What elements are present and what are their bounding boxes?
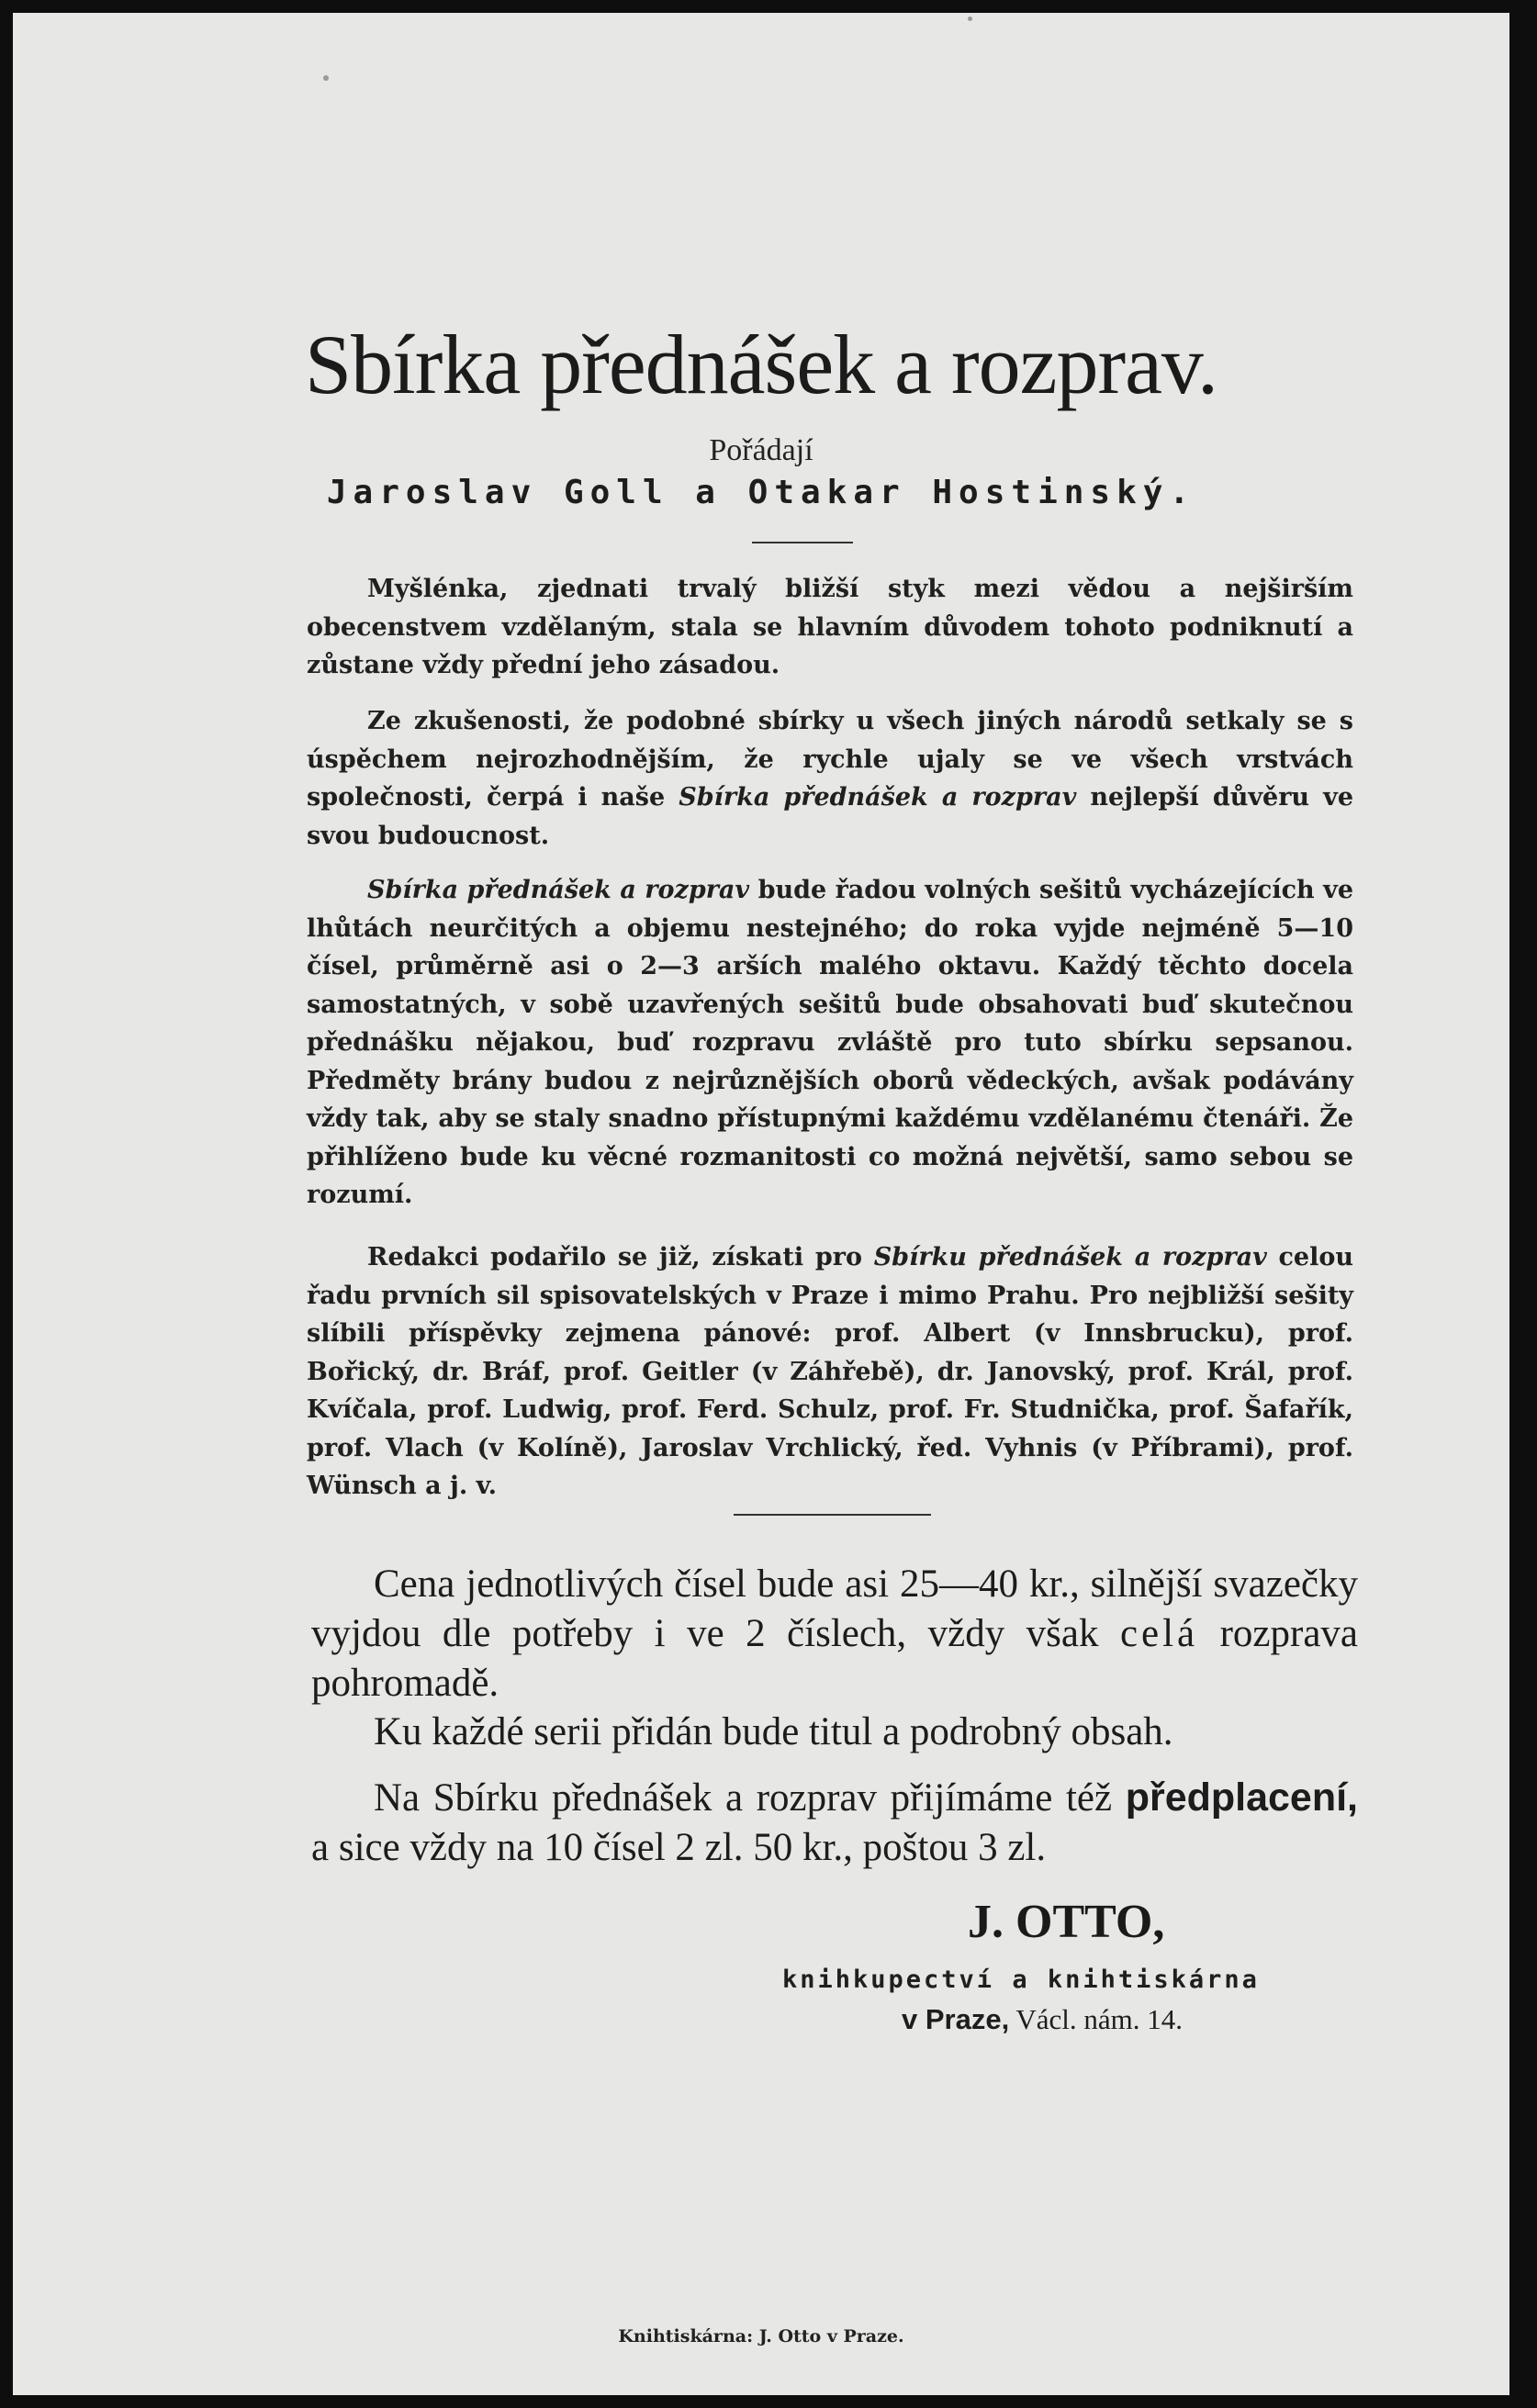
subscription-paragraph (311, 1773, 1358, 1873)
publisher-address (902, 2003, 1183, 2036)
publisher-city: v Praze, (902, 2003, 1010, 2035)
subscription-text: a sice vždy na 10 čísel 2 zl. 50 kr., poštou 3 zl. (311, 1826, 1047, 1869)
paragraph-experience (307, 702, 1353, 855)
poster-page (13, 13, 1509, 2395)
paragraph-text: celou řadu prvních sil spisovatelských v Praze i mimo Prahu. Pro nejbližší sešity slíbili příspěvky zejmena pánové: prof. Albert (v Innsbrucku), prof. Bořický, dr. Bráf, prof. Geitler (v Záhřebě), dr. Janovský, prof. Král, prof. Kvíčala, prof. Ludwig, prof. Ferd. Schulz, prof. Fr. Studnička, prof. Šafařík, prof. Vlach (v Kolíně), Jaroslav Vrchlický, řed. Vyhnis (v Příbrami), prof. Wünsch a j. v. (307, 1243, 1353, 1500)
paragraph-text: bude řadou volných sešitů vycházejících ve lhůtách neurčitých a objemu nestejného; do roka vyjde nejméně 5—10 čísel, průměrně asi o 2—3 arších malého oktavu. Každý těchto docela samostatných, v sobě uzavřených sešitů bude obsahovati buď skutečnou přednášku nějakou, buď rozpravu zvláště pro tuto sbírku sepsanou. Předměty brány budou z nejrůznějších oborů vědeckých, avšak podávány vždy tak, aby se staly snadno přístupnými každému vzdělanému čtenáři. Že přihlíženo bude ku věcné rozmanitosti co možná největší, samo sebou se rozumí. (307, 876, 1353, 1209)
paragraph-text: nejlepší důvěru ve svou budoucnost. (307, 783, 1353, 850)
paragraph-text: Redakci podařilo se již, získati pro (367, 1243, 874, 1271)
paragraph-format (307, 871, 1353, 1215)
series-paragraph (311, 1708, 1358, 1757)
paragraph-contributors (307, 1238, 1353, 1506)
paper-speck (968, 17, 972, 21)
divider (734, 1514, 931, 1516)
paragraph-text: Ze zkušenosti, že podobné sbírky u všech jiných národů setkaly se s úspěchem nejrozhodnějším, že rychle ujaly se ve všech vrstvách společnosti, čerpá i naše (307, 707, 1353, 812)
divider (752, 542, 853, 543)
paragraph-intro (307, 570, 1353, 685)
price-paragraph (311, 1560, 1358, 1708)
subscription-text: Na Sbírku přednášek a rozprav přijímáme též (374, 1776, 1126, 1820)
price-text: Cena jednotlivých čísel bude asi 25—40 kr., silnější svazečky vyjdou dle potřeby i ve 2 číslech, vždy však (311, 1562, 1358, 1655)
publisher-street: Václ. nám. 14. (1009, 2003, 1184, 2035)
price-text: rozprava pohromadě. (311, 1612, 1358, 1705)
collection-name-italic: Sbírku přednášek a rozprav (873, 1243, 1267, 1271)
paper-speck (323, 75, 329, 81)
paragraph-text: Myšlénka, zjednati trvalý bližší styk mezi vědou a nejširším obecenstvem vzdělaným, stala se hlavním důvodem tohoto podniknutí a zůstane vždy přední jeho zásadou. (307, 575, 1353, 679)
publisher-business: knihkupectví a knihtiskárna (782, 1966, 1260, 1994)
poster-title: Sbírka přednášek a rozprav. (305, 318, 1217, 411)
series-text: Ku každé serii přidán bude titul a podrobný obsah. (374, 1710, 1173, 1753)
printer-note: Knihtiskárna: J. Otto v Praze. (618, 2326, 904, 2346)
publisher-name: J. OTTO, (968, 1896, 1165, 1948)
collection-name-italic: Sbírka přednášek a rozprav (679, 783, 1077, 812)
organizers-names: Jaroslav Goll a Otakar Hostinský. (326, 474, 1196, 511)
subscription-emphasis: předplacení, (1125, 1775, 1358, 1820)
organizers-label: Pořádají (709, 433, 813, 467)
spaced-emphasis: celá (1119, 1612, 1199, 1655)
collection-name-italic: Sbírka přednášek a rozprav (367, 876, 750, 904)
